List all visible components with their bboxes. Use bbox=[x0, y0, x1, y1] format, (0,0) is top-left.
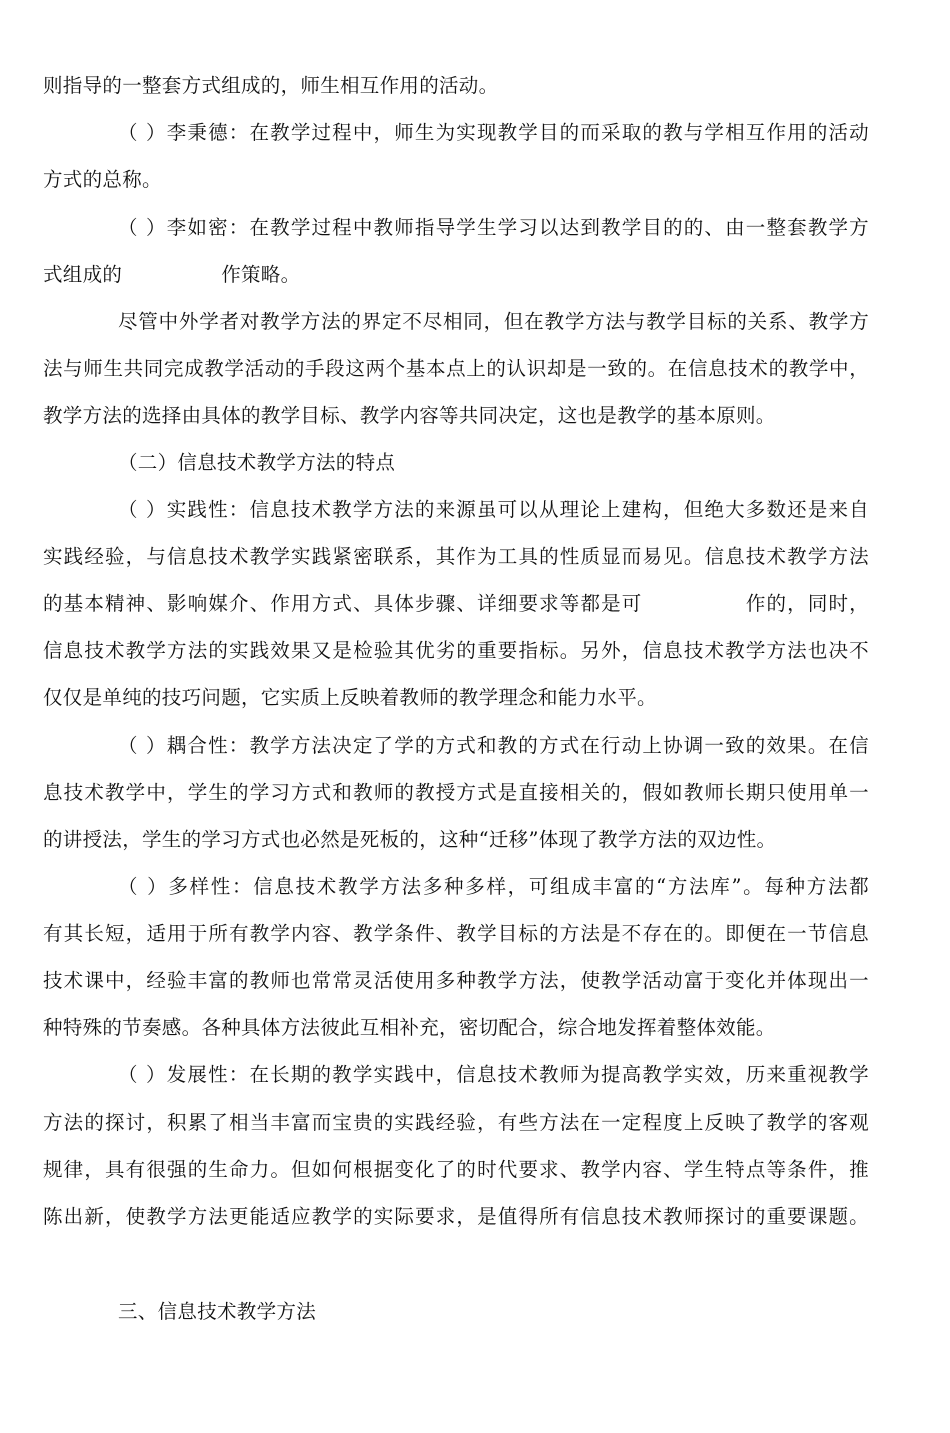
text-line: 技术课中，经验丰富的教师也常常灵活使用多种教学方法，使教学活动富于变化并体现出一 bbox=[43, 969, 869, 992]
text-line: （ ）实践性：信息技术教学方法的来源虽可以从理论上建构，但绝大多数还是来自 bbox=[118, 498, 869, 521]
text-line: （二）信息技术教学方法的特点 bbox=[118, 451, 396, 474]
text-line: 式组成的 作策略。 bbox=[43, 263, 301, 286]
text-line: 尽管中外学者对教学方法的界定不尽相同，但在教学方法与教学目标的关系、教学方 bbox=[118, 310, 869, 333]
text-line: 实践经验，与信息技术教学实践紧密联系，其作为工具的性质显而易见。信息技术教学方法 bbox=[43, 545, 869, 568]
text-line: （ ）李如密：在教学过程中教师指导学生学习以达到教学目的的、由一整套教学方 bbox=[118, 216, 869, 239]
text-line: 则指导的一整套方式组成的，师生相互作用的活动。 bbox=[43, 74, 499, 97]
text-line: 规律，具有很强的生命力。但如何根据变化了的时代要求、教学内容、学生特点等条件，推 bbox=[43, 1158, 869, 1181]
text-line: （ ）李秉德：在教学过程中，师生为实现教学目的而采取的教与学相互作用的活动 bbox=[118, 121, 869, 144]
text-line: 方式的总称。 bbox=[43, 168, 162, 191]
text-line: 仅仅是单纯的技巧问题，它实质上反映着教师的教学理念和能力水平。 bbox=[43, 686, 657, 709]
text-line: （ ）耦合性：教学方法决定了学的方式和教的方式在行动上协调一致的效果。在信 bbox=[118, 734, 869, 757]
text-line: 教学方法的选择由具体的教学目标、教学内容等共同决定，这也是教学的基本原则。 bbox=[43, 404, 776, 427]
text-line: 有其长短，适用于所有教学内容、教学条件、教学目标的方法是不存在的。即便在一节信息 bbox=[43, 922, 869, 945]
text-line: 法与师生共同完成教学活动的手段这两个基本点上的认识却是一致的。在信息技术的教学中， bbox=[43, 357, 869, 380]
text-line: 信息技术教学方法的实践效果又是检验其优劣的重要指标。另外，信息技术教学方法也决不 bbox=[43, 639, 869, 662]
text-line: （ ）发展性：在长期的教学实践中，信息技术教师为提高教学实效，历来重视教学 bbox=[118, 1063, 869, 1086]
text-line: （ ）多样性：信息技术教学方法多种多样，可组成丰富的“方法库”。每种方法都 bbox=[118, 875, 869, 898]
text-line: 方法的探讨，积累了相当丰富而宝贵的实践经验，有些方法在一定程度上反映了教学的客观 bbox=[43, 1111, 869, 1134]
text-line: 息技术教学中，学生的学习方式和教师的教授方式是直接相关的，假如教师长期只使用单一 bbox=[43, 781, 869, 804]
text-line: 三、信息技术教学方法 bbox=[118, 1300, 317, 1323]
text-line: 的基本精神、影响媒介、作用方式、具体步骤、详细要求等都是可 作的，同时， bbox=[43, 592, 869, 615]
text-line: 的讲授法，学生的学习方式也必然是死板的，这种“迁移”体现了教学方法的双边性。 bbox=[43, 828, 777, 851]
text-line: 种特殊的节奏感。各种具体方法彼此互相补充，密切配合，综合地发挥着整体效能。 bbox=[43, 1016, 776, 1039]
text-line: 陈出新，使教学方法更能适应教学的实际要求，是值得所有信息技术教师探讨的重要课题。 bbox=[43, 1205, 869, 1228]
